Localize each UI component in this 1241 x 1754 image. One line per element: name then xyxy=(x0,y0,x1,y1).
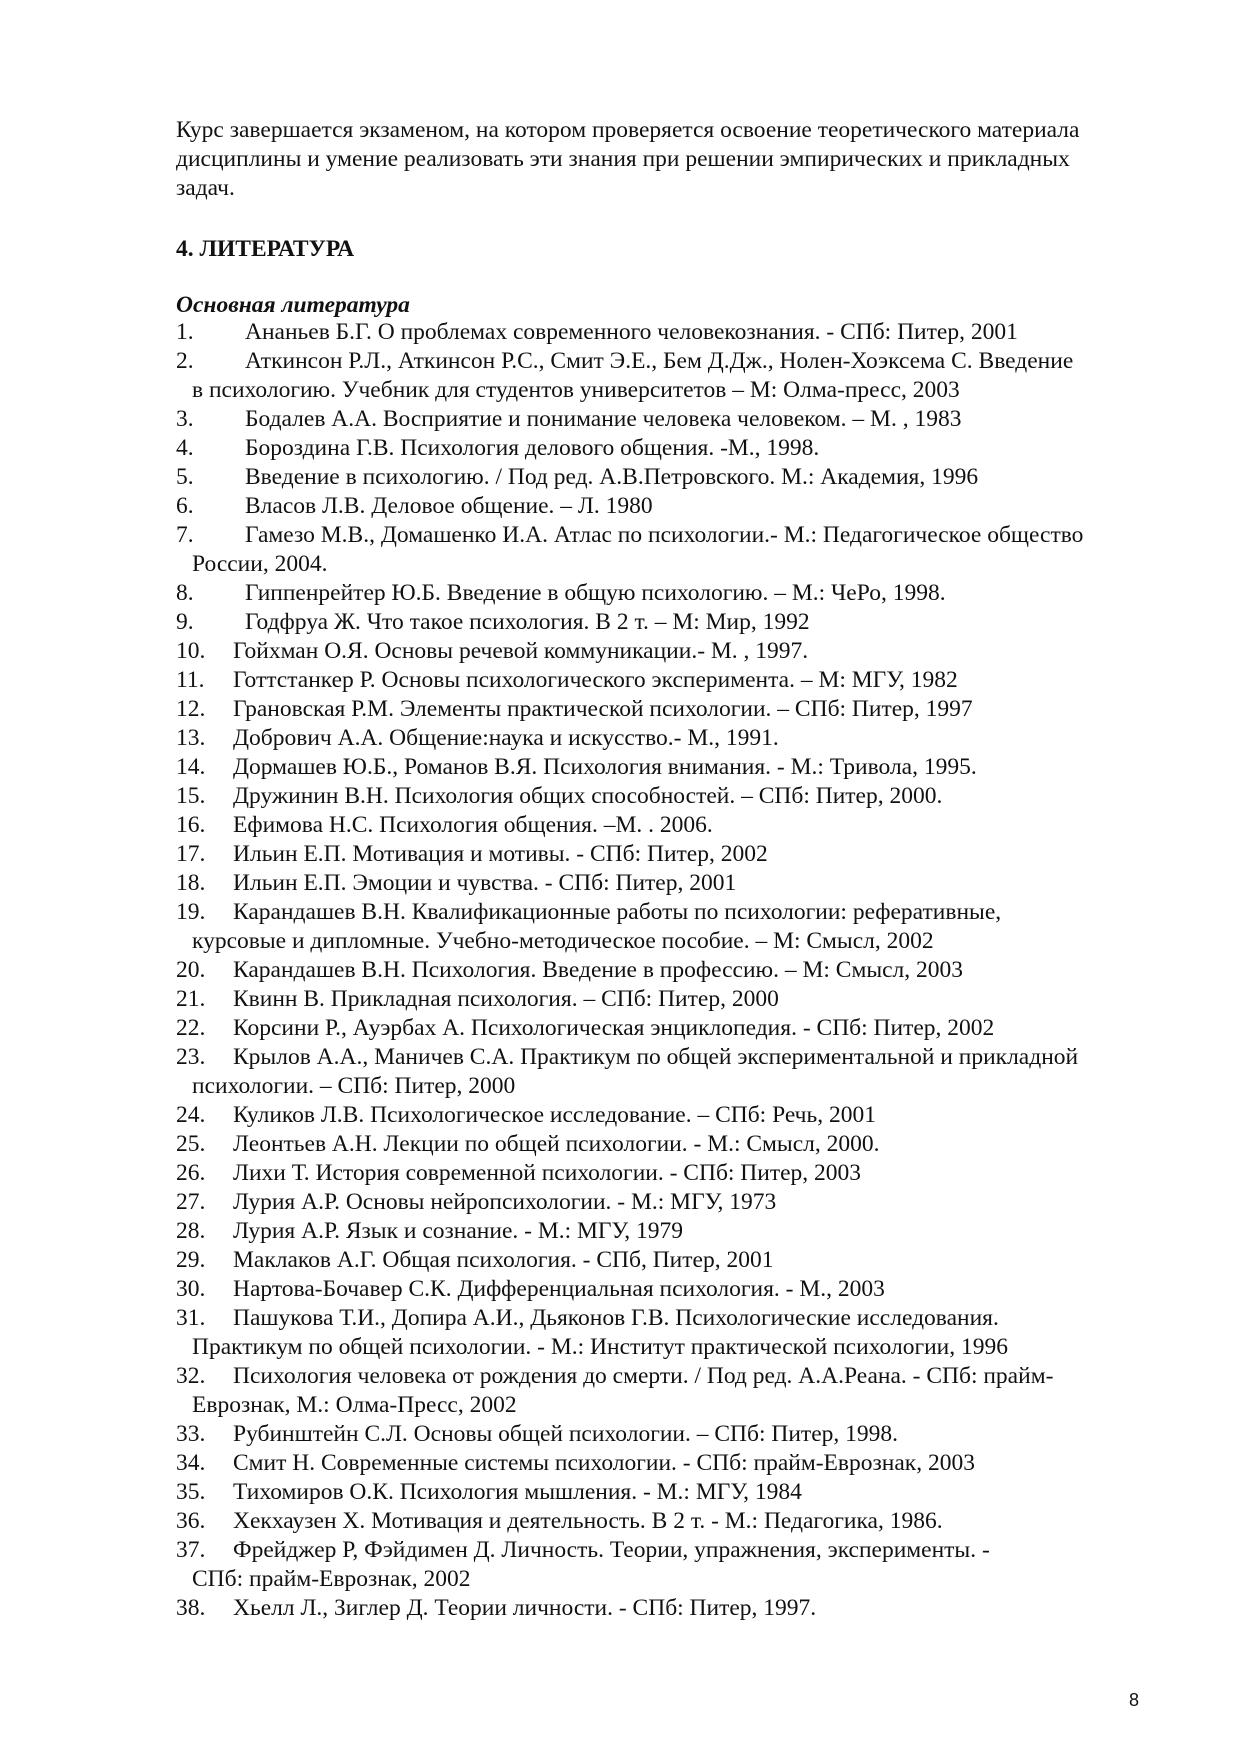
item-text-continuation: в психологию. Учебник для студентов университетов – М: Олма-пресс, 2003 xyxy=(192,377,960,403)
item-number: 4. xyxy=(176,435,194,461)
item-text: Бодалев А.А. Восприятие и понимание человека человеком. – М. , 1983 xyxy=(245,406,962,432)
item-number: 32. xyxy=(176,1363,206,1389)
page-number: 8 xyxy=(1129,1690,1140,1710)
item-text: Власов Л.В. Деловое общение. – Л. 1980 xyxy=(245,493,653,519)
bibliography-item xyxy=(176,1594,1176,1623)
item-text: Карандашев В.Н. Квалификационные работы по психологии: реферативные, xyxy=(233,899,1002,925)
bibliography-item xyxy=(176,579,1176,608)
bibliography-item xyxy=(176,898,1176,956)
item-number: 36. xyxy=(176,1508,206,1534)
item-number: 24. xyxy=(176,1102,206,1128)
item-text-continuation: Практикум по общей психологии. - М.: Институт практической психологии, 1996 xyxy=(192,1334,1009,1360)
item-text: Ефимова Н.С. Психология общения. –М. . 2006. xyxy=(233,812,713,838)
bibliography-item xyxy=(176,1014,1176,1043)
bibliography-item xyxy=(176,434,1176,463)
item-text: Куликов Л.В. Психологическое исследование. – СПб: Речь, 2001 xyxy=(233,1102,876,1128)
item-text: Ильин Е.П. Мотивация и мотивы. - СПб: Питер, 2002 xyxy=(233,841,768,867)
item-text: Маклаков А.Г. Общая психология. - СПб, Питер, 2001 xyxy=(233,1247,774,1273)
subsection-heading: Основная литература xyxy=(176,292,410,318)
bibliography-item xyxy=(176,463,1176,492)
bibliography-item xyxy=(176,811,1176,840)
bibliography-item xyxy=(176,1246,1176,1275)
bibliography-item xyxy=(176,666,1176,695)
item-number: 38. xyxy=(176,1595,206,1621)
item-text: Годфруа Ж. Что такое психология. В 2 т. – М: Мир, 1992 xyxy=(245,609,810,635)
item-text-continuation: Еврознак, М.: Олма-Пресс, 2002 xyxy=(192,1392,517,1418)
item-text: Леонтьев А.Н. Лекции по общей психологии. - М.: Смысл, 2000. xyxy=(233,1131,880,1157)
bibliography-item xyxy=(176,1362,1176,1420)
item-text: Бороздина Г.В. Психология делового общения. -М., 1998. xyxy=(245,435,820,461)
item-text: Лурия А.Р. Основы нейропсихологии. - М.: МГУ, 1973 xyxy=(233,1189,777,1215)
bibliography-item xyxy=(176,1043,1176,1101)
item-number: 27. xyxy=(176,1189,206,1215)
item-text: Введение в психологию. / Под ред. А.В.Петровского. М.: Академия, 1996 xyxy=(245,464,979,490)
bibliography-item xyxy=(176,1507,1176,1536)
item-number: 18. xyxy=(176,870,206,896)
item-number: 9. xyxy=(176,609,194,635)
bibliography-item xyxy=(176,956,1176,985)
intro-paragraph xyxy=(176,116,1166,203)
bibliography-item xyxy=(176,347,1176,405)
bibliography-item xyxy=(176,1101,1176,1130)
bibliography-item xyxy=(176,405,1176,434)
item-text: Ильин Е.П. Эмоции и чувства. - СПб: Питер, 2001 xyxy=(233,870,737,896)
item-number: 30. xyxy=(176,1276,206,1302)
item-number: 3. xyxy=(176,406,194,432)
item-number: 12. xyxy=(176,696,206,722)
item-text: Грановская Р.М. Элементы практической психологии. – СПб: Питер, 1997 xyxy=(233,696,973,722)
item-text: Аткинсон Р.Л., Аткинсон Р.С., Смит Э.Е., Бем Д.Дж., Нолен-Хоэксема С. Введение xyxy=(245,348,1074,374)
intro-line: Курс завершается экзаменом, на котором проверяется освоение теоретического материала xyxy=(176,117,1080,143)
item-text: Смит Н. Современные системы психологии. - СПб: прайм-Еврознак, 2003 xyxy=(233,1450,975,1476)
item-number: 26. xyxy=(176,1160,206,1186)
bibliography-item xyxy=(176,724,1176,753)
item-text: Психология человека от рождения до смерти. / Под ред. А.А.Реана. - СПб: прайм- xyxy=(233,1363,1054,1389)
item-text: Хекхаузен Х. Мотивация и деятельность. В 2 т. - М.: Педагогика, 1986. xyxy=(233,1508,943,1534)
intro-line: задач. xyxy=(176,175,235,201)
item-number: 20. xyxy=(176,957,206,983)
bibliography-item xyxy=(176,695,1176,724)
bibliography-item xyxy=(176,782,1176,811)
item-text: Лихи Т. История современной психологии. - СПб: Питер, 2003 xyxy=(233,1160,862,1186)
bibliography-item xyxy=(176,1188,1176,1217)
item-text: Добрович А.А. Общение:наука и искусство.- М., 1991. xyxy=(233,725,779,751)
intro-line: дисциплины и умение реализовать эти знания при решении эмпирических и прикладных xyxy=(176,146,1070,172)
item-number: 7. xyxy=(176,522,194,548)
bibliography-item xyxy=(176,492,1176,521)
item-text: Крылов А.А., Маничев С.А. Практикум по общей экспериментальной и прикладной xyxy=(233,1044,1079,1070)
item-number: 2. xyxy=(176,348,194,374)
item-number: 16. xyxy=(176,812,206,838)
item-text: Гиппенрейтер Ю.Б. Введение в общую психологию. – М.: ЧеРо, 1998. xyxy=(245,580,946,606)
item-number: 35. xyxy=(176,1479,206,1505)
bibliography-item xyxy=(176,637,1176,666)
bibliography-item xyxy=(176,521,1176,579)
bibliography-item xyxy=(176,1159,1176,1188)
item-text: Лурия А.Р. Язык и сознание. - М.: МГУ, 1979 xyxy=(233,1218,684,1244)
item-text-continuation: России, 2004. xyxy=(192,551,328,577)
item-text: Тихомиров О.К. Психология мышления. - М.: МГУ, 1984 xyxy=(233,1479,802,1505)
item-number: 22. xyxy=(176,1015,206,1041)
bibliography-item xyxy=(176,1449,1176,1478)
item-number: 10. xyxy=(176,638,206,664)
bibliography-item xyxy=(176,1420,1176,1449)
item-number: 21. xyxy=(176,986,206,1012)
item-text: Хьелл Л., Зиглер Д. Теории личности. - СПб: Питер, 1997. xyxy=(233,1595,817,1621)
item-number: 8. xyxy=(176,580,194,606)
item-text: Готтстанкер Р. Основы психологического эксперимента. – М: МГУ, 1982 xyxy=(233,667,958,693)
item-number: 31. xyxy=(176,1305,206,1331)
bibliography-item xyxy=(176,1217,1176,1246)
item-text: Карандашев В.Н. Психология. Введение в профессию. – М: Смысл, 2003 xyxy=(233,957,964,983)
bibliography-item xyxy=(176,985,1176,1014)
bibliography-item xyxy=(176,869,1176,898)
item-text: Гамезо М.В., Домашенко И.А. Атлас по психологии.- М.: Педагогическое общество xyxy=(245,522,1084,548)
bibliography-item xyxy=(176,1304,1176,1362)
bibliography-item xyxy=(176,318,1176,347)
item-text: Рубинштейн С.Л. Основы общей психологии. – СПб: Питер, 1998. xyxy=(233,1421,898,1447)
bibliography-item xyxy=(176,1275,1176,1304)
item-text: Корсини Р., Ауэрбах А. Психологическая энциклопедия. - СПб: Питер, 2002 xyxy=(233,1015,995,1041)
item-number: 6. xyxy=(176,493,194,519)
item-number: 33. xyxy=(176,1421,206,1447)
item-number: 37. xyxy=(176,1537,206,1563)
item-text: Дормашев Ю.Б., Романов В.Я. Психология внимания. - М.: Тривола, 1995. xyxy=(233,754,977,780)
item-text: Пашукова Т.И., Допира А.И., Дьяконов Г.В. Психологические исследования. xyxy=(233,1305,999,1331)
item-number: 13. xyxy=(176,725,206,751)
bibliography-item xyxy=(176,840,1176,869)
bibliography-item xyxy=(176,1478,1176,1507)
bibliography-item xyxy=(176,753,1176,782)
bibliography-item xyxy=(176,1536,1176,1594)
item-number: 34. xyxy=(176,1450,206,1476)
item-number: 17. xyxy=(176,841,206,867)
item-number: 15. xyxy=(176,783,206,809)
item-text: Гойхман О.Я. Основы речевой коммуникации.- М. , 1997. xyxy=(233,638,809,664)
item-number: 11. xyxy=(176,667,205,693)
item-number: 25. xyxy=(176,1131,206,1157)
item-number: 29. xyxy=(176,1247,206,1273)
item-text-continuation: психологии. – СПб: Питер, 2000 xyxy=(192,1073,516,1099)
item-text: Дружинин В.Н. Психология общих способностей. – СПб: Питер, 2000. xyxy=(233,783,943,809)
bibliography-item xyxy=(176,608,1176,637)
bibliography-item xyxy=(176,1130,1176,1159)
item-number: 19. xyxy=(176,899,206,925)
bibliography-list xyxy=(176,318,1176,1623)
section-heading: 4. ЛИТЕРАТУРА xyxy=(176,236,355,262)
item-number: 23. xyxy=(176,1044,206,1070)
item-text: Квинн В. Прикладная психология. – СПб: Питер, 2000 xyxy=(233,986,779,1012)
item-number: 28. xyxy=(176,1218,206,1244)
item-number: 1. xyxy=(176,319,194,345)
item-text: Нартова-Бочавер С.К. Дифференциальная психология. - М., 2003 xyxy=(233,1276,885,1302)
item-text: Фрейджер Р, Фэйдимен Д. Личность. Теории, упражнения, эксперименты. - xyxy=(233,1537,990,1563)
item-number: 14. xyxy=(176,754,206,780)
item-text-continuation: курсовые и дипломные. Учебно-методическое пособие. – М: Смысл, 2002 xyxy=(192,928,934,954)
item-number: 5. xyxy=(176,464,194,490)
item-text-continuation: СПб: прайм-Еврознак, 2002 xyxy=(192,1566,471,1592)
item-text: Ананьев Б.Г. О проблемах современного человекознания. - СПб: Питер, 2001 xyxy=(245,319,1018,345)
